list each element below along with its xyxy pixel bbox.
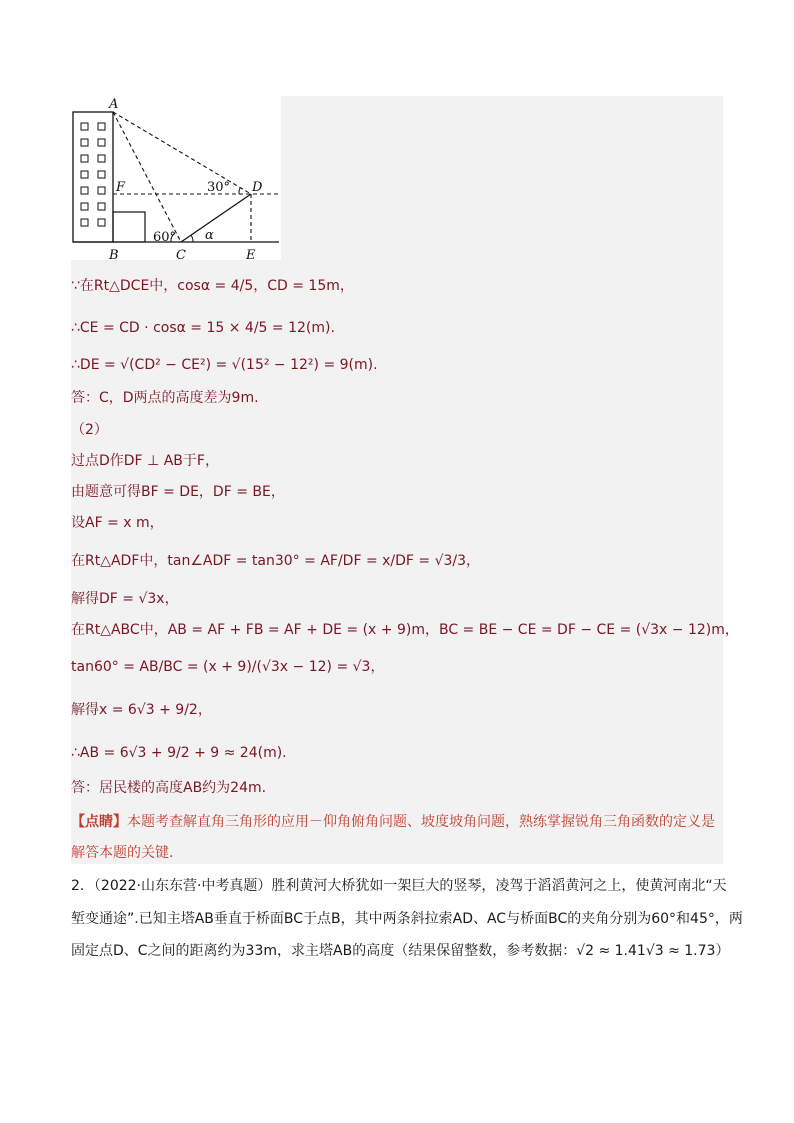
label-angle-30: 30° <box>207 180 231 195</box>
line-ad <box>113 112 251 194</box>
low-building <box>113 212 145 242</box>
building-outline <box>73 112 113 242</box>
solution-line-6: 过点D作DF ⊥ AB于F， <box>71 453 219 469</box>
solution-line-7: 由题意可得BF = DE，DF = BE， <box>71 484 285 500</box>
building-windows <box>81 123 105 226</box>
solution-line-9: 在Rt△ADF中，tan∠ADF = tan30° = AF/DF = x/DF = √3/3， <box>71 553 481 569</box>
solution-line-11: 在Rt△ABC中，AB = AF + FB = AF + DE = (x + 9)m，BC = BE − CE = DF − CE = (√3x − 12)m， <box>71 622 739 638</box>
solution-line-5: （2） <box>71 422 108 438</box>
solution-line-4: 答：C，D两点的高度差为9m. <box>71 390 259 406</box>
tip-heading: 【点睛】 <box>71 814 127 830</box>
angle-arc-d <box>239 188 240 194</box>
angle-arc-alpha <box>191 235 193 242</box>
solution-line-14: ∴AB = 6√3 + 9/2 + 9 ≈ 24(m). <box>71 745 287 761</box>
question-line-3: 固定点D、C之间的距离约为33m，求主塔AB的高度（结果保留整数，参考数据：√2 ≈ 1.41√3 ≈ 1.73） <box>71 943 730 959</box>
tip-text-1: 本题考查解直角三角形的应用－仰角俯角问题、坡度坡角问题，熟练掌握锐角三角函数的定义是 <box>127 814 715 830</box>
label-e: E <box>246 248 256 260</box>
solution-line-13: 解得x = 6√3 + 9/2， <box>71 702 212 718</box>
label-c: C <box>176 248 186 260</box>
question-line-1: 2．（2022·山东东营·中考真题）胜利黄河大桥犹如一架巨大的竖琴，凌驾于滔滔黄河之上，使黄河南北“天 <box>71 878 727 894</box>
label-d: D <box>252 180 263 195</box>
geometry-figure <box>71 96 281 260</box>
solution-line-2: ∴CE = CD · cosα = 15 × 4/5 = 12(m). <box>71 320 335 336</box>
solution-line-12: tan60° = AB/BC = (x + 9)/(√3x − 12) = √3， <box>71 659 385 675</box>
label-alpha: α <box>205 228 214 243</box>
label-a: A <box>109 97 119 112</box>
solution-line-8: 设AF = x m， <box>71 515 164 531</box>
solution-line-10: 解得DF = √3x， <box>71 591 179 607</box>
label-b: B <box>109 248 119 260</box>
question-line-2: 堑变通途”.已知主塔AB垂直于桥面BC于点B，其中两条斜拉索AD、AC与桥面BC的夹角分别为60°和45°，两 <box>71 911 743 927</box>
solution-line-15: 答：居民楼的高度AB约为24m. <box>71 780 267 796</box>
tip-paragraph <box>71 812 715 832</box>
slope-cd <box>181 194 251 242</box>
label-angle-60: 60° <box>153 230 177 245</box>
solution-line-3: ∴DE = √(CD² − CE²) = √(15² − 12²) = 9(m). <box>71 357 378 373</box>
label-f: F <box>116 180 126 195</box>
tip-text-2: 解答本题的关键. <box>71 845 174 861</box>
line-ac <box>113 112 181 242</box>
solution-line-1: ∵在Rt△DCE中，cosα = 4/5，CD = 15m， <box>71 278 354 294</box>
